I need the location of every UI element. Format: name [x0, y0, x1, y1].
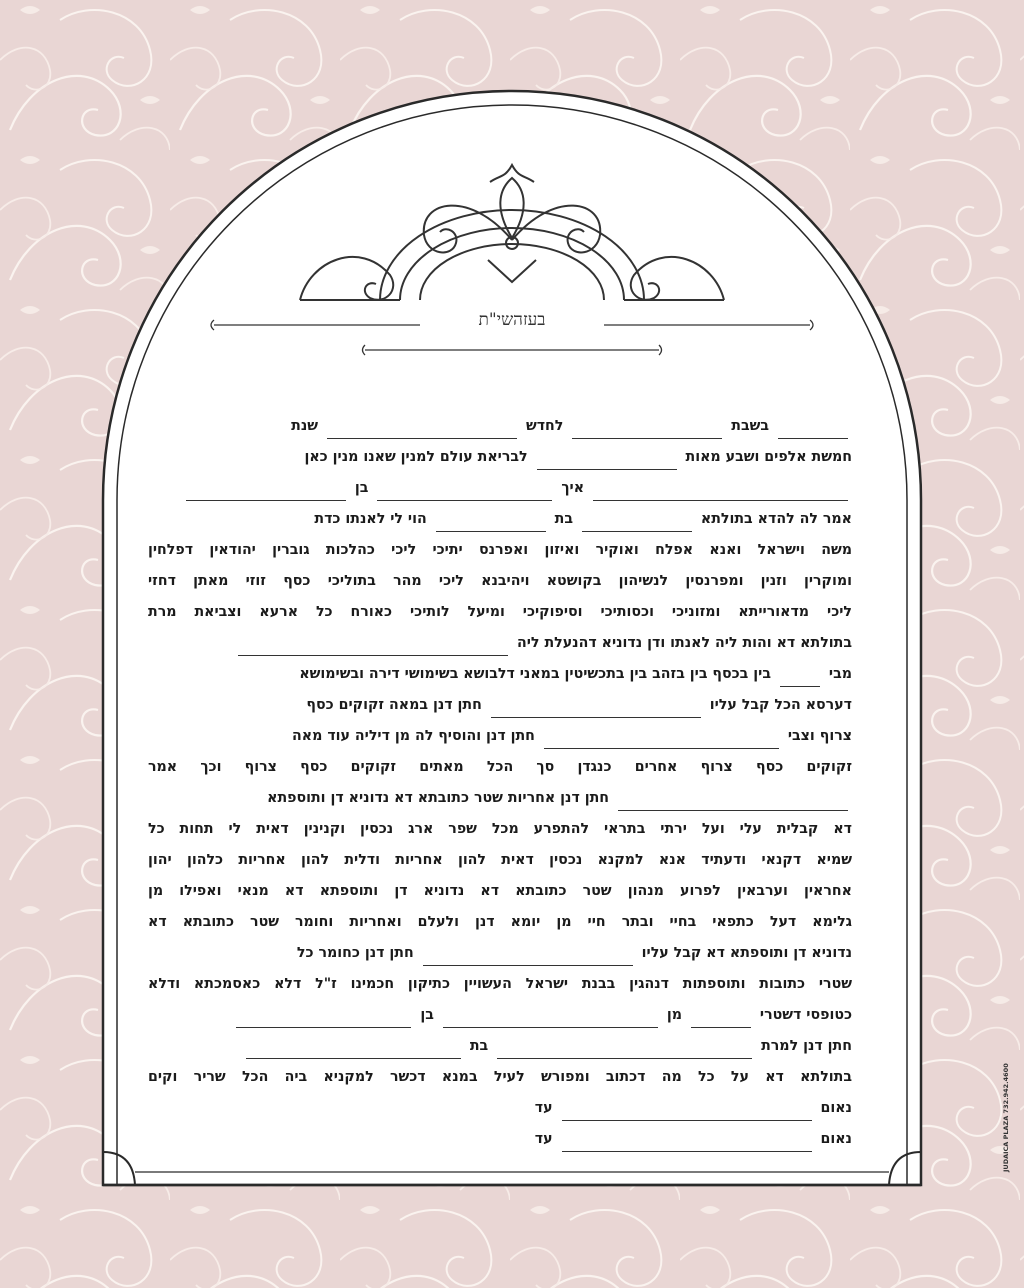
blank-field[interactable]	[186, 485, 346, 501]
blank-field[interactable]	[544, 733, 779, 749]
ketubah-line-19: שטרי כתובות ותוספתות דנהגין בבנת ישראל העשויין כתיקון חכמינו ז"ל דלא כאסמכתא ודלא	[148, 976, 852, 992]
blank-field[interactable]	[443, 1012, 658, 1028]
text-segment: בת	[469, 1038, 489, 1054]
ketubah-line-17: גלימא דעל כתפאי בחיי ובתר חיי מן יומא דנן ולעלם ואחריות וחומר שטר כתובתא דא	[148, 914, 852, 930]
text-segment: בן	[420, 1007, 434, 1023]
text-segment: מבי	[828, 666, 852, 682]
text-segment: חתן דנן והוסיף לה מן דיליה עוד מאה	[292, 728, 535, 744]
witness-line-1	[148, 1095, 852, 1121]
witness-signature-field[interactable]	[562, 1105, 812, 1121]
blank-field[interactable]	[778, 423, 848, 439]
ketubah-line-12: זקוקים כסף צרוף אחרים כנגדן סך הכל מאתים זקוקים כסף צרוף וכך אמר	[148, 759, 852, 775]
text-segment: חתן דנן למרת	[761, 1038, 852, 1054]
text-segment: חמשת אלפים ושבע מאות	[685, 449, 852, 465]
blank-field[interactable]	[377, 485, 552, 501]
ketubah-line-13	[148, 785, 852, 811]
blank-field[interactable]	[423, 950, 633, 966]
ketubah-line-11	[148, 723, 852, 749]
blank-field[interactable]	[436, 516, 546, 532]
witness-signature-field[interactable]	[562, 1136, 812, 1152]
blank-field[interactable]	[593, 485, 848, 501]
witness-line-2	[148, 1126, 852, 1152]
text-segment: כטופסי דשטרי	[759, 1007, 852, 1023]
publisher-credit	[1002, 1062, 1016, 1172]
blank-field[interactable]	[691, 1012, 751, 1028]
text-segment: בתולתא דא והות ליה לאנתו ודן נדוניא דהנעלת ליה	[517, 635, 852, 651]
ketubah-line-8	[148, 630, 852, 656]
blank-field[interactable]	[537, 454, 677, 470]
text-segment: מן	[666, 1007, 682, 1023]
ketubah-line-5: משה וישראל ואנא אפלח ואוקיר ואיזון ואפרנס יתיכי ליכי כהלכות גוברין יהודאין דפלחין	[148, 542, 852, 558]
ketubah-line-15: שמיא דקנאי ודעתיד אנא למקנא נכסין דאית להון אחריות ודלית להון אחריות כלהון יהון	[148, 852, 852, 868]
text-segment: אמר לה להדא בתולתא	[700, 511, 852, 527]
blank-field[interactable]	[572, 423, 722, 439]
blank-field[interactable]	[246, 1043, 461, 1059]
blank-field[interactable]	[238, 640, 508, 656]
text-segment: בשבת	[731, 418, 770, 434]
publisher-name: JUDAICA PLAZA	[1002, 1115, 1010, 1172]
ketubah-line-4	[148, 506, 852, 532]
text-segment: איך	[561, 480, 585, 496]
text-segment: הוי לי לאנתו כדת	[314, 511, 427, 527]
text-segment: נדוניא דן ותוספתא דא קבל עליו	[641, 945, 852, 961]
text-segment: לבריאת עולם למנין שאנו מנין כאן	[304, 449, 528, 465]
text-segment: דערסא הכל קבל עליו	[709, 697, 852, 713]
blank-field[interactable]	[582, 516, 692, 532]
ketubah-line-9	[148, 661, 852, 687]
ketubah-line-20	[148, 1002, 852, 1028]
text-segment: בין בכסף בין בזהב בין בתכשיטין במאני דלבושא בשימושי דירה ובשימושא	[299, 666, 771, 682]
text-segment: נאום	[820, 1100, 852, 1116]
blank-field[interactable]	[327, 423, 517, 439]
blank-field[interactable]	[497, 1043, 752, 1059]
blank-field[interactable]	[780, 671, 820, 687]
ketubah-line-14: דא קבלית עלי ועל ירתי בתראי להתפרע מכל שפר ארג נכסין וקנינין דאית לי תחות כל	[148, 821, 852, 837]
text-segment: נאום	[820, 1131, 852, 1147]
ketubah-line-22: בתולתא דא על כל מה דכתוב ומפורש לעיל במנא דכשר למקניא ביה הכל שריר וקים	[148, 1069, 852, 1085]
text-segment: צרוף וצבי	[787, 728, 852, 744]
text-segment: חתן דנן במאה זקוקים כסף	[306, 697, 482, 713]
ketubah-line-7: ליכי מדאורייתא ומזוניכי וכסותיכי וסיפוקיכי ומיעל לותיכי כאורח כל ארעא וצביאת מרת	[148, 604, 852, 620]
text-segment: עד	[534, 1131, 553, 1147]
blank-field[interactable]	[491, 702, 701, 718]
ketubah-line-6: ומוקרין וזנין ומפרנסין לנשיהון בקושטא ויהיבנא ליכי מהר בתוליכי כסף זוזי מאתן דחזי	[148, 573, 852, 589]
text-segment: בן	[354, 480, 369, 496]
ketubah-line-1	[148, 413, 852, 439]
ketubah-line-2	[148, 444, 852, 470]
text-segment: חתן דנן כחומר כל	[296, 945, 414, 961]
blank-field[interactable]	[236, 1012, 411, 1028]
ketubah-line-16: אחראין וערבאין לפרוע מנהון שטר כתובתא דא נדוניא דן ותוספתא דא מנאי ואפילו מן	[148, 883, 852, 899]
text-segment: שנת	[291, 418, 319, 434]
publisher-phone: 732.942.4600	[1002, 1063, 1010, 1114]
ketubah-line-10	[148, 692, 852, 718]
ketubah-line-21	[148, 1033, 852, 1059]
ketubah-line-3	[148, 475, 852, 501]
text-segment: חתן דנן אחריות שטר כתובתא דא נדוניא דן ותוספתא	[267, 790, 610, 806]
text-segment: לחדש	[525, 418, 564, 434]
text-segment: בת	[554, 511, 573, 527]
header-title: בעזהשי"ת	[478, 310, 546, 330]
blank-field[interactable]	[618, 795, 848, 811]
ketubah-line-18	[148, 940, 852, 966]
text-segment: עד	[534, 1100, 553, 1116]
